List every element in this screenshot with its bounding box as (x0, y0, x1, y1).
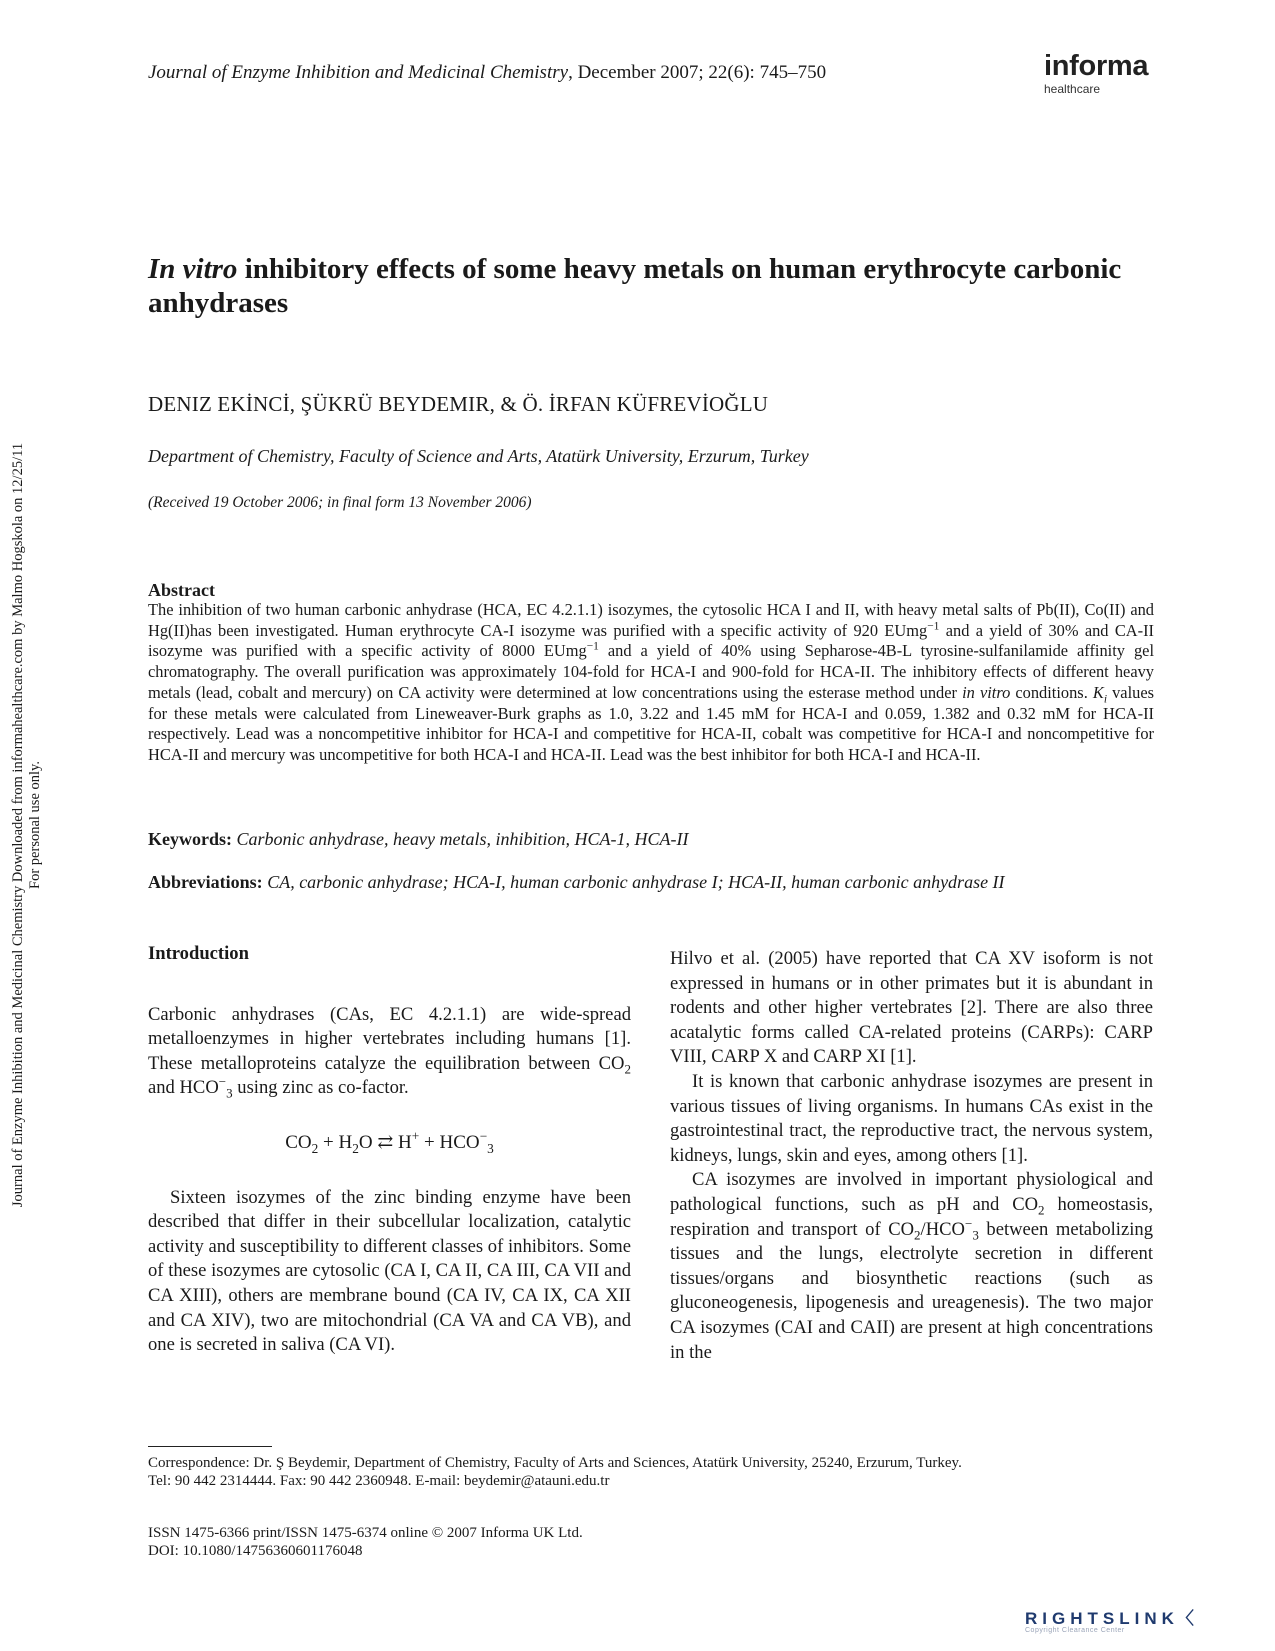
download-notice-line1: Journal of Enzyme Inhibition and Medicinal Chemistry Downloaded from informahealthcare.com by Malmo Hogskola on 12/25/11 (10, 442, 26, 1208)
abbreviations-label: Abbreviations: (148, 872, 263, 892)
title-rest: inhibitory effects of some heavy metals on human erythrocyte carbonic anhydrases (148, 253, 1122, 319)
rightslink-arrow-icon: 〈 (1176, 1609, 1199, 1628)
abbreviations-text: CA, carbonic anhydrase; HCA-I, human carbonic anhydrase I; HCA-II, human carbonic anhydrase II (267, 872, 1005, 892)
intro-paragraph-1 (148, 1003, 631, 1101)
abstract-ki: K (1092, 682, 1104, 702)
intro-p5-sup: − (964, 1215, 973, 1231)
abbreviations (148, 872, 1154, 893)
keywords-label: Keywords: (148, 829, 232, 849)
intro-p5-a: CA isozymes are involved in important physiological and pathological functions, such as pH and CO (670, 1169, 1153, 1215)
eq-sub-3: 3 (487, 1140, 494, 1156)
intro-paragraph-2: Sixteen isozymes of the zinc binding enzyme have been described that differ in their subcellular localization, catalytic activity and susceptibility to different classes of inhibitors. Some of these isozymes are cytosolic (CA I, CA II, CA III, CA VII and CA XIII), others are membrane bound (CA IV, CA IX, CA XII and CA XIV), two are mitochondrial (CA VA and CA VB), and one is secreted in saliva (CA VI). (148, 1186, 631, 1356)
abstract-sup-2: −1 (586, 640, 599, 653)
intro-p5-c: /HCO (920, 1218, 965, 1240)
abstract-text-4: conditions. (1010, 682, 1093, 702)
abstract-text-2: and a yield of 30% and CA-II isozyme was purified with a specific activity of 8000 EUmg (148, 620, 1154, 661)
eq-sup-plus: + (411, 1128, 420, 1144)
intro-paragraph-4: It is known that carbonic anhydrase isozymes are present in various tissues of living organisms. In humans CAs exist in the gastrointestinal tract, the reproductive tract, the nervous system, kidneys, lungs, skin and eyes, among others [1]. (670, 1070, 1153, 1166)
logo-subtitle: healthcare (1044, 82, 1101, 96)
rightslink-label: RIGHTSLINK (1025, 1609, 1179, 1628)
correspondence-line1: Correspondence: Dr. Ş Beydemir, Department of Chemistry, Faculty of Arts and Sciences, Atatürk University, 25240, Erzurum, Turkey. (148, 1455, 962, 1471)
eq-sub-2: 2 (311, 1140, 319, 1156)
rightslink-logo[interactable] (1025, 1604, 1199, 1634)
rightslink-subtitle: Copyright Clearance Center (1025, 1627, 1125, 1634)
intro-p5-sub3: 3 (972, 1227, 979, 1243)
received-dates: (Received 19 October 2006; in final form 13 November 2006) (148, 494, 532, 511)
eq-hco: + HCO (419, 1131, 480, 1153)
introduction-heading: Introduction (148, 943, 249, 964)
eq-o: O ⇄ H (358, 1131, 412, 1153)
title-italic: In vitro (148, 253, 238, 285)
eq-sup-minus: − (479, 1128, 488, 1144)
abstract-body (148, 600, 1154, 766)
correspondence (148, 1454, 1158, 1490)
issn-doi (148, 1524, 583, 1560)
reaction-equation (148, 1128, 631, 1156)
informa-logo (1044, 52, 1154, 96)
abstract-text-1: The inhibition of two human carbonic anhydrase (HCA, EC 4.2.1.1) isozymes, the cytosolic HCA I and II, with heavy metal salts of Pb(II), Co(II) and Hg(II)has been investigated. Human erythrocyte CA-I isozyme was purified with a specific activity of 920 EUmg (148, 600, 1154, 640)
intro-paragraph-3: Hilvo et al. (2005) have reported that CA XV isoform is not expressed in humans or in other primates but it is abundant in rodents and other higher vertebrates [2]. There are also three acatalytic forms called CA-related proteins (CARPs): CARP VIII, CARP X and CARP XI [1]. (670, 948, 1153, 1068)
download-notice-line2: For personal use only. (27, 761, 43, 889)
right-column (670, 947, 1153, 1365)
eq-sub-2b: 2 (352, 1140, 359, 1156)
intro-p1-sub3: 3 (226, 1086, 233, 1102)
intro-paragraph-5 (670, 1168, 1153, 1365)
abstract-text-3: and a yield of 40% using Sepharose-4B-L tyrosine-sulfanilamide affinity gel chromatography. The overall purification was approximately 104-fold for HCA-I and 900-fold for HCA-II. The inhibitory effects of different heavy metals (lead, cobalt and mercury) on CA activity were determined at low concentrations using the esterase method under (148, 641, 1154, 702)
intro-p5-d: between metabolizing tissues and the lungs, electrolyte secretion in different tissues/organs and biosynthetic reactions (such as gluconeogenesis, lipogenesis and ureagenesis). The two major CA isozymes (CAI and CAII) are present at high concentrations in the (670, 1218, 1153, 1363)
intro-p1-sub: 2 (624, 1061, 631, 1077)
rightslink-wordmark (1025, 1604, 1199, 1629)
eq-co: CO (285, 1131, 312, 1153)
journal-issue: , December 2007; 22(6): 745–750 (568, 62, 827, 83)
eq-plus-h: + H (318, 1131, 353, 1153)
abstract-invitro: in vitro (962, 682, 1011, 702)
abstract-text-5: values for these metals were calculated from Lineweaver-Burk graphs as 1.0, 3.22 and 1.45 mM for HCA-I and 0.059, 1.382 and 0.32 mM for HCA-II respectively. Lead was a noncompetitive inhibitor for HCA-I and competitive for HCA-II, cobalt was competitive for HCA-I and noncompetitive for HCA-II and mercury was uncompetitive for both HCA-I and HCA-II. Lead was the best inhibitor for both HCA-I and HCA-II. (148, 682, 1154, 764)
intro-p1-c: using zinc as co-factor. (232, 1077, 409, 1099)
abstract-ki-sub: i (1103, 693, 1108, 706)
intro-p1-a: Carbonic anhydrases (CAs, EC 4.2.1.1) are wide-spread metalloenzymes in higher vertebrates including humans [1]. These metalloproteins catalyze the equilibration between CO (148, 1003, 631, 1074)
journal-citation (148, 62, 826, 84)
intro-p1-b: and HCO (148, 1077, 219, 1099)
affiliation: Department of Chemistry, Faculty of Science and Arts, Atatürk University, Erzurum, Turkey (148, 446, 809, 466)
intro-p1-sup: − (218, 1074, 227, 1090)
doi: DOI: 10.1080/14756360601176048 (148, 1543, 363, 1559)
footnote-divider (148, 1446, 272, 1447)
keywords (148, 829, 1154, 850)
authors: DENIZ EKİNCİ, ŞÜKRÜ BEYDEMIR, & Ö. İRFAN KÜFREVİOĞLU (148, 392, 769, 416)
article-title (148, 252, 1148, 320)
intro-p5-sub2: 2 (914, 1227, 921, 1243)
left-column (148, 942, 631, 1358)
abstract-sup-1: −1 (927, 620, 940, 633)
logo-wordmark: informa (1044, 50, 1149, 82)
issn: ISSN 1475-6366 print/ISSN 1475-6374 online © 2007 Informa UK Ltd. (148, 1525, 583, 1541)
abstract-heading: Abstract (148, 580, 215, 600)
keywords-text: Carbonic anhydrase, heavy metals, inhibition, HCA-1, HCA-II (236, 829, 689, 849)
intro-p5-b: homeostasis, respiration and transport of CO (670, 1193, 1153, 1240)
correspondence-line2: Tel: 90 442 2314444. Fax: 90 442 2360948. E-mail: beydemir@atauni.edu.tr (148, 1473, 610, 1489)
download-notice (10, 385, 44, 1265)
intro-p5-sub: 2 (1038, 1202, 1045, 1218)
journal-name: Journal of Enzyme Inhibition and Medicinal Chemistry (148, 62, 569, 83)
